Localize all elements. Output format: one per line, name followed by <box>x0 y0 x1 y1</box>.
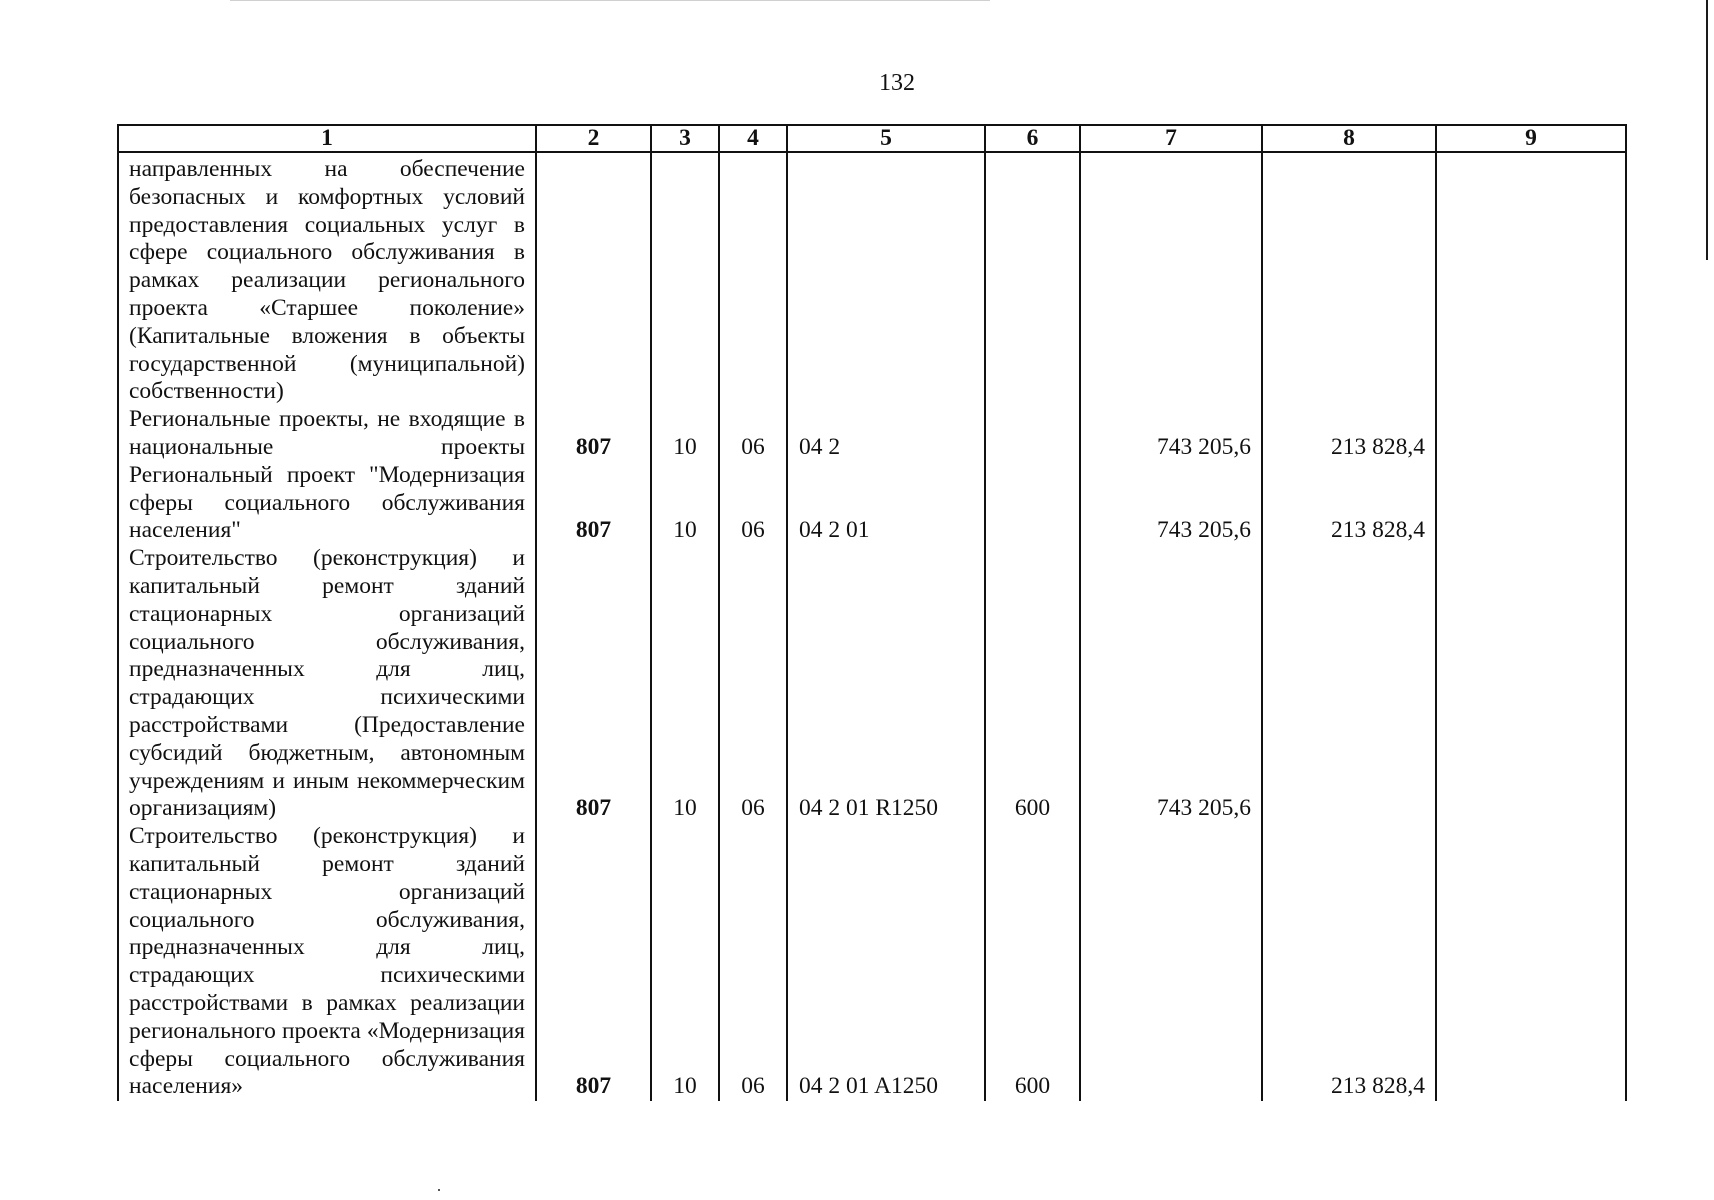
cell-col6 <box>985 462 1080 545</box>
table-row <box>118 406 1626 462</box>
cell-col7 <box>1080 823 1262 1101</box>
cell-col5: 04 2 01 <box>787 462 985 545</box>
cell-col4 <box>719 152 787 406</box>
cell-col9 <box>1436 462 1626 545</box>
page-number: 132 <box>879 70 915 96</box>
cell-col2: 807 <box>536 823 651 1101</box>
cell-col8: 213 828,4 <box>1262 462 1436 545</box>
column-header-4: 4 <box>719 125 787 152</box>
column-header-6: 6 <box>985 125 1080 152</box>
cell-col9 <box>1436 823 1626 1101</box>
cell-col7 <box>1080 152 1262 406</box>
cell-col5: 04 2 01 A1250 <box>787 823 985 1101</box>
cell-col9 <box>1436 545 1626 823</box>
cell-col3: 10 <box>651 406 719 462</box>
row-name: Региональный проект "Модернизация сферы социального обслуживания населения" <box>118 462 536 545</box>
cell-col2 <box>536 152 651 406</box>
cell-col6: 600 <box>985 823 1080 1101</box>
cell-col9 <box>1436 406 1626 462</box>
column-header-9: 9 <box>1436 125 1626 152</box>
cell-col5: 04 2 <box>787 406 985 462</box>
column-header-7: 7 <box>1080 125 1262 152</box>
table-row <box>118 545 1626 823</box>
scan-artifact-line <box>230 0 990 2</box>
cell-col2: 807 <box>536 462 651 545</box>
cell-col4: 06 <box>719 406 787 462</box>
cell-col6: 600 <box>985 545 1080 823</box>
scan-artifact-edge <box>1706 0 1708 260</box>
column-header-1: 1 <box>118 125 536 152</box>
cell-col6 <box>985 406 1080 462</box>
cell-col3: 10 <box>651 462 719 545</box>
cell-col4: 06 <box>719 545 787 823</box>
column-header-5: 5 <box>787 125 985 152</box>
cell-col5: 04 2 01 R1250 <box>787 545 985 823</box>
cell-col8: 213 828,4 <box>1262 823 1436 1101</box>
cell-col9 <box>1436 152 1626 406</box>
row-name: Строительство (реконструкция) и капитальный ремонт зданий стационарных организаций социального обслуживания, предназначенных для лиц, страдающих психическими расстройствами (Предоставление субсидий бюджетным, автономным учреждениям и иным некоммерческим организациям) <box>118 545 536 823</box>
cell-col7: 743 205,6 <box>1080 406 1262 462</box>
column-header-2: 2 <box>536 125 651 152</box>
cell-col3: 10 <box>651 823 719 1101</box>
scan-artifact-dot <box>438 1189 440 1191</box>
cell-col3 <box>651 152 719 406</box>
budget-table <box>117 124 1627 1101</box>
cell-col5 <box>787 152 985 406</box>
cell-col2: 807 <box>536 406 651 462</box>
table-row <box>118 462 1626 545</box>
table-header-row <box>118 125 1626 152</box>
table-row <box>118 823 1626 1101</box>
column-header-8: 8 <box>1262 125 1436 152</box>
cell-col8: 213 828,4 <box>1262 406 1436 462</box>
cell-col4: 06 <box>719 462 787 545</box>
cell-col8 <box>1262 545 1436 823</box>
table-row <box>118 152 1626 406</box>
column-header-3: 3 <box>651 125 719 152</box>
cell-col2: 807 <box>536 545 651 823</box>
cell-col4: 06 <box>719 823 787 1101</box>
cell-col8 <box>1262 152 1436 406</box>
cell-col7: 743 205,6 <box>1080 545 1262 823</box>
row-name: направленных на обеспечение безопасных и комфортных условий предоставления социальных услуг в сфере социального обслуживания в рамках реализации регионального проекта «Старшее поколение» (Капитальные вложения в объекты государственной (муниципальной) собственности) <box>118 152 536 406</box>
row-name: Региональные проекты, не входящие в национальные проекты <box>118 406 536 462</box>
cell-col6 <box>985 152 1080 406</box>
cell-col3: 10 <box>651 545 719 823</box>
cell-col7: 743 205,6 <box>1080 462 1262 545</box>
row-name: Строительство (реконструкция) и капитальный ремонт зданий стационарных организаций социального обслуживания, предназначенных для лиц, страдающих психическими расстройствами в рамках реализации регионального проекта «Модернизация сферы социального обслуживания населения» <box>118 823 536 1101</box>
